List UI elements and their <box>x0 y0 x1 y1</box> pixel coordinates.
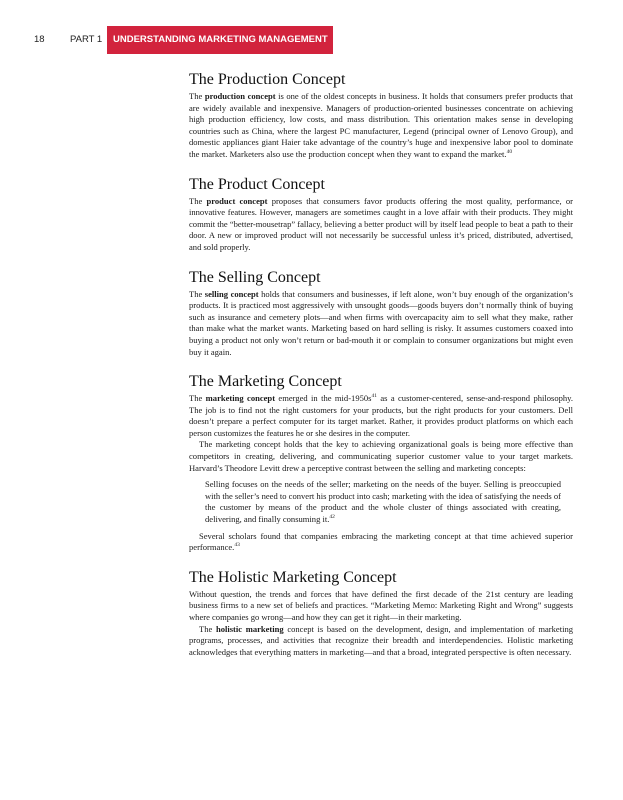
key-term: production concept <box>204 91 276 101</box>
section-product-concept <box>189 175 573 254</box>
footnote-ref: 42 <box>329 514 335 521</box>
paragraph: Without question, the trends and forces that have defined the first decade of the 21st century are leading business firms to a new set of beliefs and practices. “Marketing Memo: Marketing Right and Wrong” suggests where companies go wrong—and how they can get it right—in their marketing. <box>189 588 573 622</box>
chapter-banner: UNDERSTANDING MARKETING MANAGEMENT <box>107 26 333 54</box>
paragraph: The product concept proposes that consumers favor products offering the most quality, performance, or innovative features. However, managers are sometimes caught in a love affair with their products. They might commit the “better-mousetrap” fallacy, believing a better product will by itself lead people to beat a path to their door. A new or improved product will not necessarily be successful unless it’s priced, distributed, advertised, and sold properly. <box>189 195 573 252</box>
section-heading: The Holistic Marketing Concept <box>189 568 397 586</box>
footnote-ref: 40 <box>506 149 513 156</box>
section-heading: The Marketing Concept <box>189 373 342 391</box>
key-term: holistic marketing <box>215 623 284 634</box>
part-label: PART 1 <box>70 34 103 45</box>
section-selling-concept <box>189 268 573 359</box>
block-quote: Selling focuses on the needs of the seller; marketing on the needs of the buyer. Selling is preoccupied with the seller’s need to convert his product into cash; marketing with the idea of satisfying the needs of the customer by means of the product and the whole cluster of things associated with creating, delivering, and finally consuming it.$^{42}$ <box>205 479 561 525</box>
key-term: product concept <box>206 195 268 206</box>
paragraph: Several scholars found that companies embracing the marketing concept at that time achieved superior performance.$^{43}$ <box>189 530 573 553</box>
paragraph: The holistic marketing concept is based on the development, design, and implementation of marketing programs, processes, and activities that recognize their breadth and interdependencies. Holistic marketing acknowledges that everything matters in marketing—and that a broad, integrated perspective is often necessary. <box>189 623 573 657</box>
paragraph: The selling concept holds that consumers and businesses, if left alone, won’t buy enough of the organization’s products. It is practiced most aggressively with unsought goods—goods buyers don’t normally think of buying such as insurance and cemetery plots—and when firms with overcapacity aim to sell what they make, rather than make what the market wants. Marketing based on hard selling is risky. It assumes customers coaxed into buying a product not only won’t return or bad-mouth it or complain to consumer organizations but might even buy it again. <box>189 288 573 357</box>
page-number: 18 <box>34 34 45 45</box>
section-heading: The Product Concept <box>189 175 325 193</box>
running-header <box>0 26 623 54</box>
paragraph: The marketing concept emerged in the mid-$1950s^{41}$ as a customer-centered, sense-and-respond philosophy. The job is to find not the right customers for your products, but the right products for your customers. Dell doesn’t prepare a perfect computer for its target market. Rather, it provides product platforms on which each person customizes the features he or she desires in the computer. <box>189 393 574 438</box>
section-marketing-concept <box>189 372 573 554</box>
page-body <box>189 70 573 672</box>
key-term: marketing concept <box>205 393 276 404</box>
paragraph: The production concept is one of the oldest concepts in business. It holds that consumers prefer products that are widely available and inexpensive. Managers of production-oriented businesses concentrate on achieving high production efficiency, low costs, and mass distribution. This orientation makes sense in developing countries such as China, where the largest PC manufacturer, Legend (principal owner of Lenovo Group), and domestic appliances giant Haier take advantage of the country’s huge and inexpensive labor pool to dominate the market. Marketers also use the production concept when they want to expand the market.$^{40}$ <box>189 91 574 159</box>
footnote-ref: 41 <box>371 393 377 400</box>
section-production-concept <box>189 70 573 161</box>
footnote-ref: 43 <box>234 542 240 549</box>
paragraph: The marketing concept holds that the key to achieving organizational goals is being more effective than competitors in creating, delivering, and communicating superior customer value to your target markets. Harvard’s Theodore Levitt drew a perceptive contrast between the selling and marketing concepts: <box>189 439 573 473</box>
section-heading: The Selling Concept <box>189 268 321 286</box>
section-heading: The Production Concept <box>189 71 346 88</box>
key-term: selling concept <box>204 288 259 299</box>
section-holistic-marketing-concept <box>189 568 573 659</box>
